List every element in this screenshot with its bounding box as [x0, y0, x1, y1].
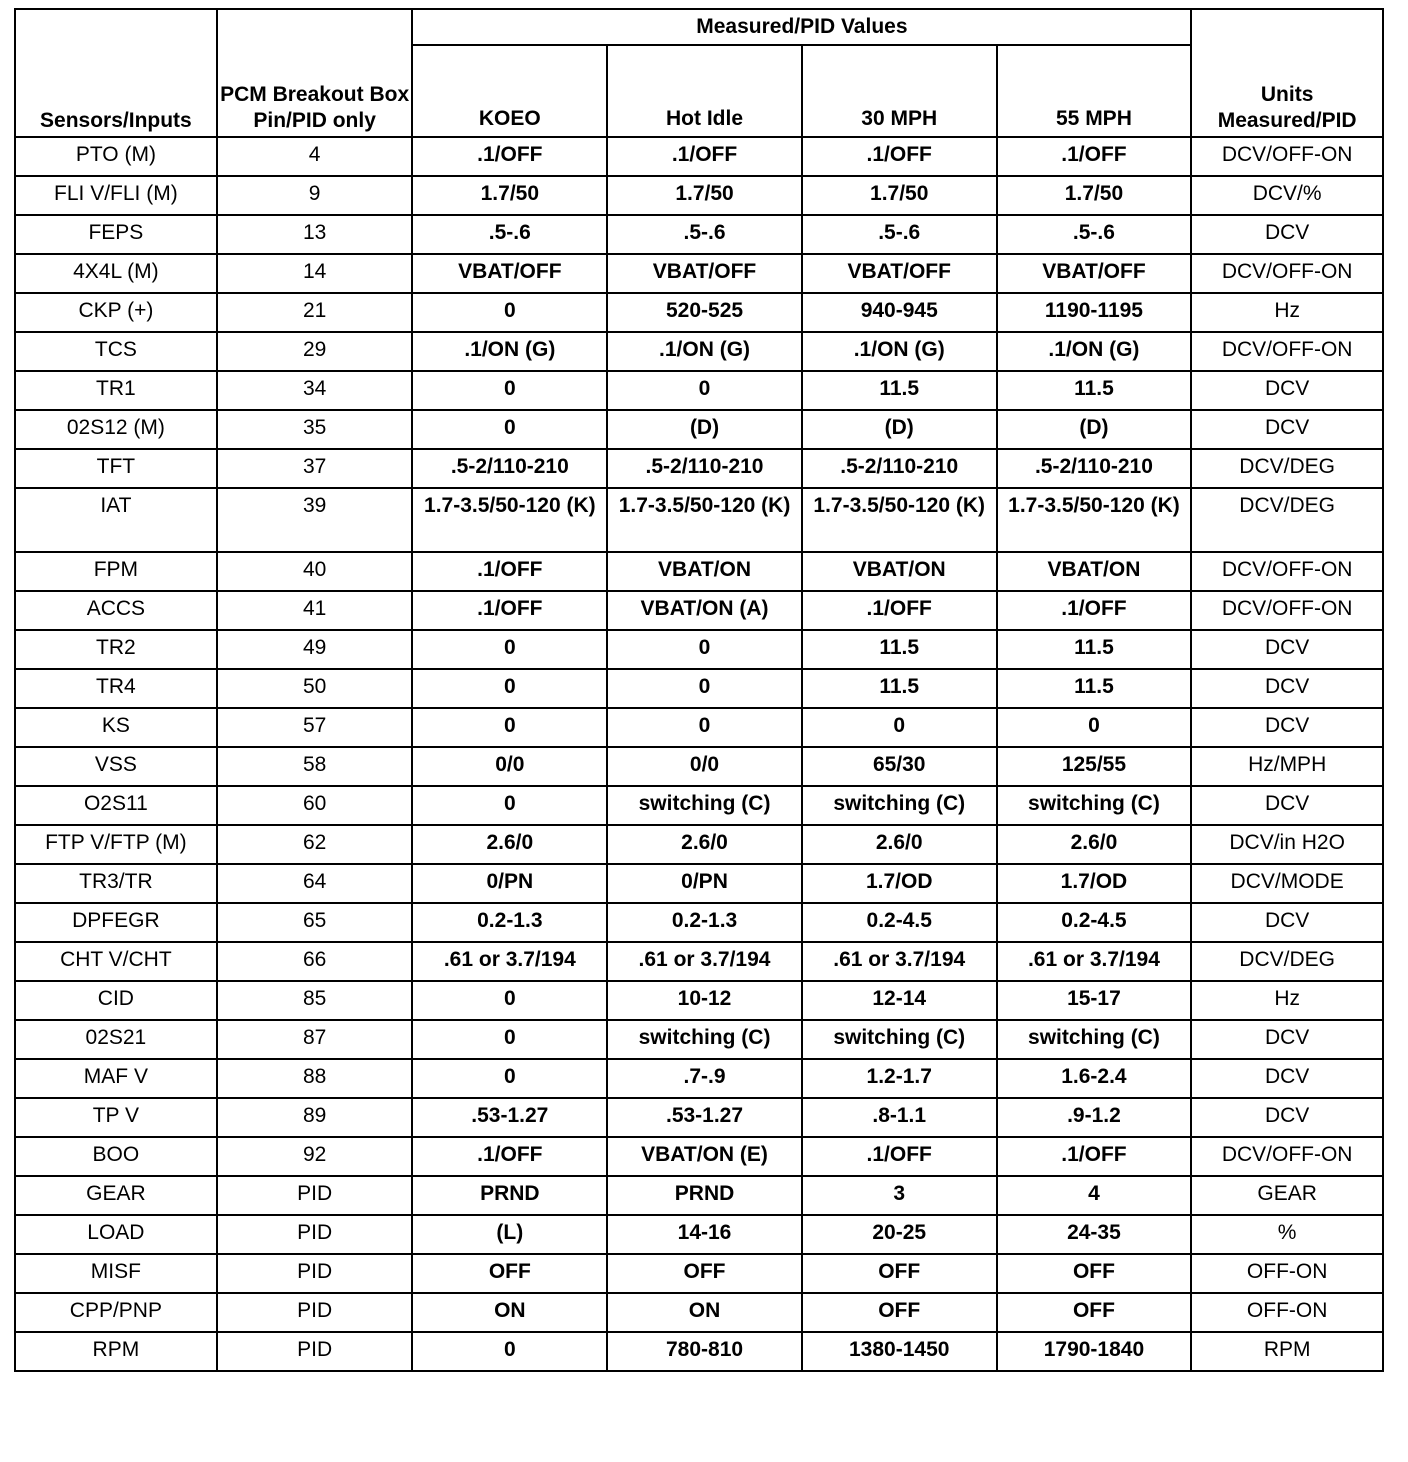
- table-row: [15, 449, 1383, 488]
- sensor-cell: TCS: [15, 332, 217, 371]
- hot-idle-cell: OFF: [607, 1254, 802, 1293]
- header-30-mph: 30 MPH: [802, 45, 997, 137]
- hot-idle-cell: VBAT/ON (A): [607, 591, 802, 630]
- mph55-cell: 0: [997, 708, 1192, 747]
- mph55-cell: 1.7-3.5/50-120 (K): [997, 488, 1192, 552]
- koeo-cell: (L): [412, 1215, 607, 1254]
- hot-idle-cell: 0.2-1.3: [607, 903, 802, 942]
- mph30-cell: 0: [802, 708, 997, 747]
- table-row: [15, 1332, 1383, 1371]
- koeo-cell: .5-.6: [412, 215, 607, 254]
- pin-cell: PID: [217, 1332, 413, 1371]
- hot-idle-cell: ON: [607, 1293, 802, 1332]
- hot-idle-cell: 0: [607, 630, 802, 669]
- hot-idle-cell: VBAT/ON (E): [607, 1137, 802, 1176]
- mph55-cell: 11.5: [997, 669, 1192, 708]
- koeo-cell: .1/OFF: [412, 591, 607, 630]
- hot-idle-cell: 2.6/0: [607, 825, 802, 864]
- koeo-cell: 0: [412, 1059, 607, 1098]
- mph30-cell: OFF: [802, 1254, 997, 1293]
- koeo-cell: .53-1.27: [412, 1098, 607, 1137]
- pin-cell: 62: [217, 825, 413, 864]
- mph30-cell: 940-945: [802, 293, 997, 332]
- koeo-cell: 0/0: [412, 747, 607, 786]
- pin-cell: 64: [217, 864, 413, 903]
- mph55-cell: switching (C): [997, 1020, 1192, 1059]
- table-row: [15, 371, 1383, 410]
- header-hot-idle: Hot Idle: [607, 45, 802, 137]
- pin-cell: 21: [217, 293, 413, 332]
- header-measured-group: Measured/PID Values: [412, 9, 1191, 45]
- mph55-cell: 125/55: [997, 747, 1192, 786]
- table-row: [15, 1137, 1383, 1176]
- sensor-cell: TP V: [15, 1098, 217, 1137]
- units-cell: DCV/DEG: [1191, 488, 1383, 552]
- hot-idle-cell: 0: [607, 669, 802, 708]
- hot-idle-cell: .5-2/110-210: [607, 449, 802, 488]
- mph55-cell: OFF: [997, 1254, 1192, 1293]
- sensor-cell: GEAR: [15, 1176, 217, 1215]
- koeo-cell: .1/ON (G): [412, 332, 607, 371]
- units-cell: DCV: [1191, 786, 1383, 825]
- hot-idle-cell: PRND: [607, 1176, 802, 1215]
- units-cell: Hz/MPH: [1191, 747, 1383, 786]
- units-cell: DCV/OFF-ON: [1191, 137, 1383, 176]
- mph55-cell: 1.6-2.4: [997, 1059, 1192, 1098]
- units-cell: DCV: [1191, 371, 1383, 410]
- mph55-cell: 1.7/OD: [997, 864, 1192, 903]
- mph30-cell: 11.5: [802, 371, 997, 410]
- sensor-cell: VSS: [15, 747, 217, 786]
- mph55-cell: .1/OFF: [997, 591, 1192, 630]
- table-row: [15, 747, 1383, 786]
- sensor-cell: TR1: [15, 371, 217, 410]
- pin-cell: 13: [217, 215, 413, 254]
- mph55-cell: .1/OFF: [997, 1137, 1192, 1176]
- koeo-cell: OFF: [412, 1254, 607, 1293]
- pin-cell: 66: [217, 942, 413, 981]
- sensor-cell: FPM: [15, 552, 217, 591]
- table-body: [15, 137, 1383, 1371]
- koeo-cell: 0: [412, 669, 607, 708]
- pin-cell: 40: [217, 552, 413, 591]
- mph55-cell: switching (C): [997, 786, 1192, 825]
- koeo-cell: .1/OFF: [412, 137, 607, 176]
- mph55-cell: .1/OFF: [997, 137, 1192, 176]
- mph30-cell: .61 or 3.7/194: [802, 942, 997, 981]
- hot-idle-cell: .5-.6: [607, 215, 802, 254]
- header-row-group: [15, 9, 1383, 45]
- table-row: [15, 215, 1383, 254]
- pin-cell: 4: [217, 137, 413, 176]
- table-row: [15, 1176, 1383, 1215]
- mph30-cell: switching (C): [802, 1020, 997, 1059]
- sensor-cell: CHT V/CHT: [15, 942, 217, 981]
- mph55-cell: .61 or 3.7/194: [997, 942, 1192, 981]
- koeo-cell: 0/PN: [412, 864, 607, 903]
- sensor-cell: 02S21: [15, 1020, 217, 1059]
- hot-idle-cell: (D): [607, 410, 802, 449]
- mph55-cell: .5-2/110-210: [997, 449, 1192, 488]
- header-sensors: Sensors/Inputs: [15, 9, 217, 137]
- sensor-cell: FLI V/FLI (M): [15, 176, 217, 215]
- table-row: [15, 488, 1383, 552]
- units-cell: DCV: [1191, 669, 1383, 708]
- koeo-cell: 1.7/50: [412, 176, 607, 215]
- units-cell: DCV/OFF-ON: [1191, 552, 1383, 591]
- table-row: [15, 1254, 1383, 1293]
- table-row: [15, 942, 1383, 981]
- mph30-cell: .1/ON (G): [802, 332, 997, 371]
- pin-cell: 14: [217, 254, 413, 293]
- hot-idle-cell: VBAT/OFF: [607, 254, 802, 293]
- mph55-cell: 11.5: [997, 371, 1192, 410]
- units-cell: DCV: [1191, 708, 1383, 747]
- sensor-cell: TR2: [15, 630, 217, 669]
- table-row: [15, 176, 1383, 215]
- units-cell: DCV/DEG: [1191, 942, 1383, 981]
- koeo-cell: .1/OFF: [412, 552, 607, 591]
- mph55-cell: 1790-1840: [997, 1332, 1192, 1371]
- units-cell: DCV/in H2O: [1191, 825, 1383, 864]
- mph30-cell: .1/OFF: [802, 1137, 997, 1176]
- hot-idle-cell: switching (C): [607, 786, 802, 825]
- mph30-cell: 20-25: [802, 1215, 997, 1254]
- hot-idle-cell: VBAT/ON: [607, 552, 802, 591]
- mph30-cell: .1/OFF: [802, 137, 997, 176]
- units-cell: DCV/OFF-ON: [1191, 1137, 1383, 1176]
- mph30-cell: 3: [802, 1176, 997, 1215]
- hot-idle-cell: .1/ON (G): [607, 332, 802, 371]
- mph30-cell: .5-.6: [802, 215, 997, 254]
- hot-idle-cell: 780-810: [607, 1332, 802, 1371]
- pin-cell: PID: [217, 1293, 413, 1332]
- sensor-cell: FEPS: [15, 215, 217, 254]
- units-cell: DCV: [1191, 1020, 1383, 1059]
- units-cell: DCV/%: [1191, 176, 1383, 215]
- mph30-cell: OFF: [802, 1293, 997, 1332]
- mph30-cell: 1.7-3.5/50-120 (K): [802, 488, 997, 552]
- hot-idle-cell: 14-16: [607, 1215, 802, 1254]
- sensor-cell: CKP (+): [15, 293, 217, 332]
- sensor-cell: IAT: [15, 488, 217, 552]
- mph55-cell: 24-35: [997, 1215, 1192, 1254]
- hot-idle-cell: 1.7/50: [607, 176, 802, 215]
- units-cell: DCV/OFF-ON: [1191, 591, 1383, 630]
- koeo-cell: 0: [412, 371, 607, 410]
- units-cell: DCV/OFF-ON: [1191, 254, 1383, 293]
- header-55-mph: 55 MPH: [997, 45, 1192, 137]
- units-cell: DCV: [1191, 1098, 1383, 1137]
- table-row: [15, 410, 1383, 449]
- pin-cell: 65: [217, 903, 413, 942]
- hot-idle-cell: 0: [607, 371, 802, 410]
- mph55-cell: VBAT/ON: [997, 552, 1192, 591]
- sensor-cell: FTP V/FTP (M): [15, 825, 217, 864]
- sensor-cell: ACCS: [15, 591, 217, 630]
- mph55-cell: 2.6/0: [997, 825, 1192, 864]
- table-row: [15, 591, 1383, 630]
- mph30-cell: .5-2/110-210: [802, 449, 997, 488]
- table-row: [15, 903, 1383, 942]
- units-cell: DCV/OFF-ON: [1191, 332, 1383, 371]
- header-pin: PCM Breakout Box Pin/PID only: [217, 9, 413, 137]
- pin-cell: 41: [217, 591, 413, 630]
- table-row: [15, 825, 1383, 864]
- units-cell: DCV: [1191, 1059, 1383, 1098]
- sensor-cell: RPM: [15, 1332, 217, 1371]
- units-cell: GEAR: [1191, 1176, 1383, 1215]
- sensor-cell: CPP/PNP: [15, 1293, 217, 1332]
- units-cell: RPM: [1191, 1332, 1383, 1371]
- sensor-cell: 4X4L (M): [15, 254, 217, 293]
- koeo-cell: .5-2/110-210: [412, 449, 607, 488]
- hot-idle-cell: .61 or 3.7/194: [607, 942, 802, 981]
- sensor-cell: O2S11: [15, 786, 217, 825]
- table-row: [15, 1215, 1383, 1254]
- table-row: [15, 630, 1383, 669]
- units-cell: DCV: [1191, 903, 1383, 942]
- sensor-cell: MAF V: [15, 1059, 217, 1098]
- hot-idle-cell: 0/PN: [607, 864, 802, 903]
- sensor-cell: TR3/TR: [15, 864, 217, 903]
- mph55-cell: VBAT/OFF: [997, 254, 1192, 293]
- table-row: [15, 708, 1383, 747]
- table-row: [15, 1098, 1383, 1137]
- units-cell: DCV/MODE: [1191, 864, 1383, 903]
- table-row: [15, 864, 1383, 903]
- table-row: [15, 137, 1383, 176]
- koeo-cell: 0.2-1.3: [412, 903, 607, 942]
- pin-cell: 50: [217, 669, 413, 708]
- hot-idle-cell: .1/OFF: [607, 137, 802, 176]
- units-cell: DCV: [1191, 630, 1383, 669]
- pin-cell: 39: [217, 488, 413, 552]
- koeo-cell: 0: [412, 1020, 607, 1059]
- hot-idle-cell: 1.7-3.5/50-120 (K): [607, 488, 802, 552]
- mph30-cell: 11.5: [802, 630, 997, 669]
- mph55-cell: 0.2-4.5: [997, 903, 1192, 942]
- mph55-cell: 1.7/50: [997, 176, 1192, 215]
- pin-cell: 92: [217, 1137, 413, 1176]
- mph55-cell: .9-1.2: [997, 1098, 1192, 1137]
- pin-cell: 87: [217, 1020, 413, 1059]
- sensor-cell: 02S12 (M): [15, 410, 217, 449]
- koeo-cell: 0: [412, 981, 607, 1020]
- units-cell: Hz: [1191, 293, 1383, 332]
- pin-cell: 89: [217, 1098, 413, 1137]
- hot-idle-cell: 0/0: [607, 747, 802, 786]
- mph55-cell: OFF: [997, 1293, 1192, 1332]
- hot-idle-cell: switching (C): [607, 1020, 802, 1059]
- pin-cell: 60: [217, 786, 413, 825]
- koeo-cell: .1/OFF: [412, 1137, 607, 1176]
- mph30-cell: .1/OFF: [802, 591, 997, 630]
- mph30-cell: 11.5: [802, 669, 997, 708]
- units-cell: DCV/DEG: [1191, 449, 1383, 488]
- mph55-cell: 4: [997, 1176, 1192, 1215]
- mph30-cell: 1380-1450: [802, 1332, 997, 1371]
- koeo-cell: 0: [412, 630, 607, 669]
- mph30-cell: (D): [802, 410, 997, 449]
- pin-cell: 29: [217, 332, 413, 371]
- mph30-cell: 0.2-4.5: [802, 903, 997, 942]
- hot-idle-cell: 0: [607, 708, 802, 747]
- units-cell: Hz: [1191, 981, 1383, 1020]
- mph30-cell: VBAT/ON: [802, 552, 997, 591]
- table-row: [15, 332, 1383, 371]
- koeo-cell: ON: [412, 1293, 607, 1332]
- mph55-cell: 1190-1195: [997, 293, 1192, 332]
- mph30-cell: switching (C): [802, 786, 997, 825]
- hot-idle-cell: .53-1.27: [607, 1098, 802, 1137]
- koeo-cell: 0: [412, 1332, 607, 1371]
- sensor-cell: TFT: [15, 449, 217, 488]
- mph30-cell: 1.7/OD: [802, 864, 997, 903]
- mph30-cell: 65/30: [802, 747, 997, 786]
- units-cell: DCV: [1191, 410, 1383, 449]
- units-cell: OFF-ON: [1191, 1254, 1383, 1293]
- header-koeo: KOEO: [412, 45, 607, 137]
- koeo-cell: VBAT/OFF: [412, 254, 607, 293]
- mph30-cell: 1.2-1.7: [802, 1059, 997, 1098]
- units-cell: %: [1191, 1215, 1383, 1254]
- koeo-cell: 2.6/0: [412, 825, 607, 864]
- mph55-cell: .1/ON (G): [997, 332, 1192, 371]
- sensor-cell: PTO (M): [15, 137, 217, 176]
- pin-cell: 49: [217, 630, 413, 669]
- pin-cell: PID: [217, 1254, 413, 1293]
- pin-cell: PID: [217, 1215, 413, 1254]
- table-row: [15, 1293, 1383, 1332]
- pin-cell: 35: [217, 410, 413, 449]
- koeo-cell: 1.7-3.5/50-120 (K): [412, 488, 607, 552]
- pin-cell: 9: [217, 176, 413, 215]
- hot-idle-cell: .7-.9: [607, 1059, 802, 1098]
- header-units: Units Measured/PID: [1191, 9, 1383, 137]
- units-cell: OFF-ON: [1191, 1293, 1383, 1332]
- mph55-cell: 15-17: [997, 981, 1192, 1020]
- sensor-cell: TR4: [15, 669, 217, 708]
- table-row: [15, 1059, 1383, 1098]
- koeo-cell: 0: [412, 708, 607, 747]
- pin-cell: 34: [217, 371, 413, 410]
- table-row: [15, 552, 1383, 591]
- mph55-cell: 11.5: [997, 630, 1192, 669]
- units-cell: DCV: [1191, 215, 1383, 254]
- koeo-cell: 0: [412, 293, 607, 332]
- koeo-cell: PRND: [412, 1176, 607, 1215]
- sensor-cell: CID: [15, 981, 217, 1020]
- table-row: [15, 254, 1383, 293]
- mph30-cell: .8-1.1: [802, 1098, 997, 1137]
- mph30-cell: 2.6/0: [802, 825, 997, 864]
- mph30-cell: 1.7/50: [802, 176, 997, 215]
- sensor-cell: KS: [15, 708, 217, 747]
- table-row: [15, 1020, 1383, 1059]
- table-row: [15, 669, 1383, 708]
- mph30-cell: VBAT/OFF: [802, 254, 997, 293]
- table-row: [15, 786, 1383, 825]
- sensor-cell: DPFEGR: [15, 903, 217, 942]
- hot-idle-cell: 520-525: [607, 293, 802, 332]
- mph55-cell: .5-.6: [997, 215, 1192, 254]
- pin-cell: 37: [217, 449, 413, 488]
- pin-cell: PID: [217, 1176, 413, 1215]
- mph55-cell: (D): [997, 410, 1192, 449]
- koeo-cell: 0: [412, 786, 607, 825]
- table-row: [15, 981, 1383, 1020]
- hot-idle-cell: 10-12: [607, 981, 802, 1020]
- sensor-cell: BOO: [15, 1137, 217, 1176]
- sensor-cell: LOAD: [15, 1215, 217, 1254]
- mph30-cell: 12-14: [802, 981, 997, 1020]
- pin-cell: 58: [217, 747, 413, 786]
- pin-cell: 85: [217, 981, 413, 1020]
- pid-values-table: [14, 8, 1384, 1372]
- pin-cell: 57: [217, 708, 413, 747]
- koeo-cell: 0: [412, 410, 607, 449]
- pin-cell: 88: [217, 1059, 413, 1098]
- table-row: [15, 293, 1383, 332]
- sensor-cell: MISF: [15, 1254, 217, 1293]
- koeo-cell: .61 or 3.7/194: [412, 942, 607, 981]
